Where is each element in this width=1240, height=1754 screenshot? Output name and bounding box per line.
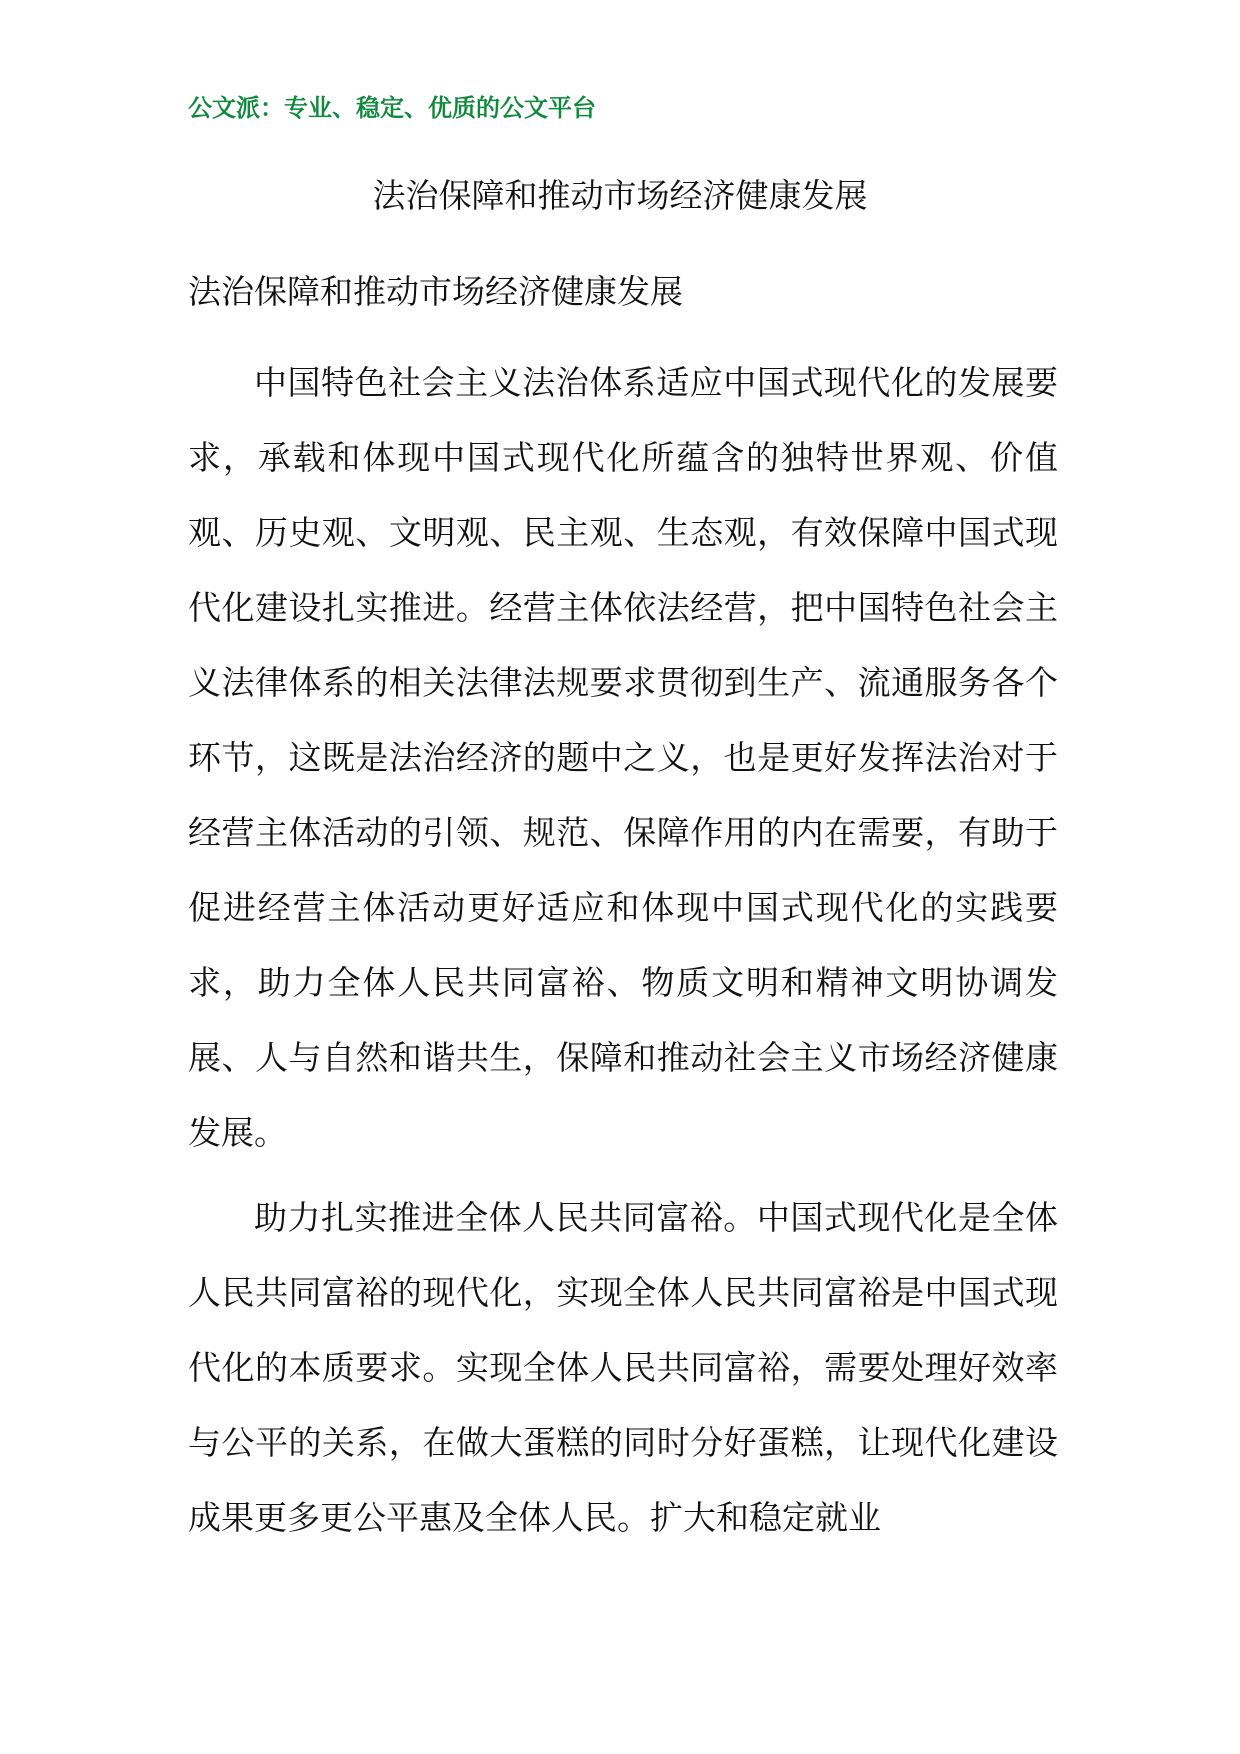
document-subtitle: 法治保障和推动市场经济健康发展 (188, 272, 683, 311)
header-brand: 公文派：专业、稳定、优质的公文平台 (188, 94, 596, 122)
document-title: 法治保障和推动市场经济健康发展 (372, 176, 868, 215)
body-paragraph: 助力扎实推进全体人民共同富裕。中国式现代化是全体人民共同富裕的现代化，实现全体人民共同富裕是中国式现代化的本质要求。实现全体人民共同富裕，需要处理好效率与公平的关系，在做大蛋糕的同时分好蛋糕，让现代化建设成果更多更公平惠及全体人民。扩大和稳定就业 (188, 1198, 1058, 1537)
body-paragraph: 中国特色社会主义法治体系适应中国式现代化的发展要求，承载和体现中国式现代化所蕴含的独特世界观、价值观、历史观、文明观、民主观、生态观，有效保障中国式现代化建设扎实推进。经营主体依法经营，把中国特色社会主义法律体系的相关法律法规要求贯彻到生产、流通服务各个环节，这既是法治经济的题中之义，也是更好发挥法治对于经营主体活动的引领、规范、保障作用的内在需要，有助于促进经营主体活动更好适应和体现中国式现代化的实践要求，助力全体人民共同富裕、物质文明和精神文明协调发展、人与自然和谐共生，保障和推动社会主义市场经济健康发展。 (188, 363, 1058, 1152)
